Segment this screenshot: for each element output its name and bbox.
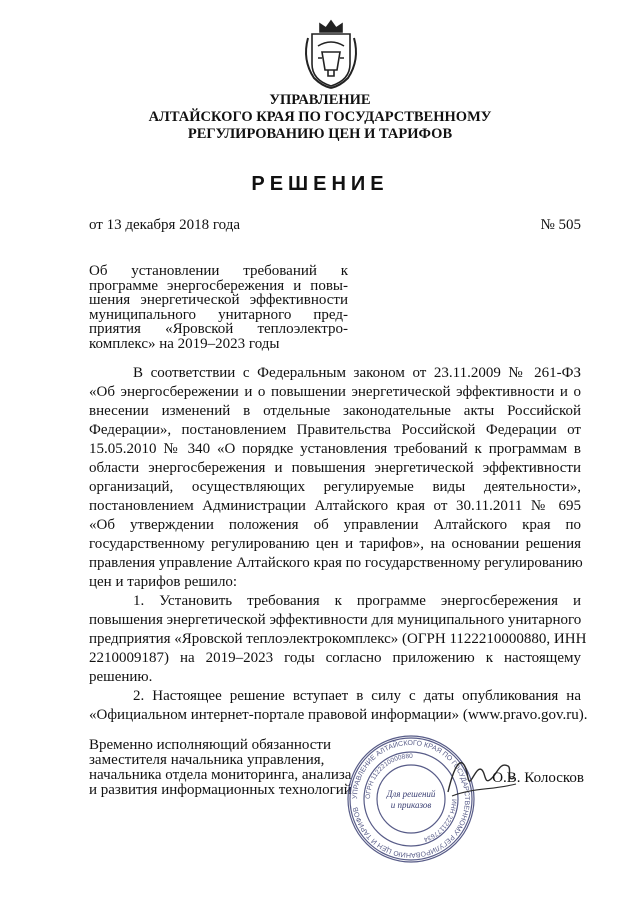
subject-line: муниципального унитарного пред- — [89, 306, 348, 323]
body-line: области энергосбережения и повышения энергетической эффективности — [89, 460, 581, 476]
body-line: 15.05.2010 № 340 «О порядке установления требований к программам в — [89, 441, 581, 457]
organization-header — [0, 92, 640, 143]
body-line: «Об энергосбережении и о повышении энергетической эффективности и о — [89, 384, 581, 400]
coat-of-arms-emblem — [300, 18, 362, 90]
body-line: 2210009187) на 2019–2023 годы согласно приложению к настоящему — [89, 650, 581, 666]
body-line: «Об утверждении положения об управлении Алтайского края по — [89, 517, 581, 533]
stamp-inn: ИНН 2221177634 — [422, 798, 458, 843]
body-line: В соответствии с Федеральным законом от 23.11.2009 № 261-ФЗ — [133, 365, 581, 381]
document-date: от 13 декабря 2018 года — [89, 217, 241, 233]
organization-line: РЕГУЛИРОВАНИЮ ЦЕН И ТАРИФОВ — [187, 126, 453, 142]
document-body — [89, 364, 588, 725]
body-line: организаций, осуществляющих регулируемые виды деятельности», — [89, 479, 581, 495]
body-line: правления управление Алтайского края по государственному регулированию — [89, 555, 583, 571]
document-number: № 505 — [540, 217, 581, 233]
body-line: «Официальном интернет-портале правовой информации» (www.pravo.gov.ru). — [89, 707, 588, 723]
body-line: Федерации», постановлением Правительства Российской Федерации от — [89, 422, 581, 438]
body-line: решению. — [89, 669, 153, 685]
stamp-ring-text: УПРАВЛЕНИЕ АЛТАЙСКОГО КРАЯ ПО ГОСУДАРСТВЕННОМУ РЕГУЛИРОВАНИЮ ЦЕН И ТАРИФОВ — [351, 739, 471, 859]
position-line: и развития информационных технологий — [89, 782, 352, 798]
subject-line: шения энергетической эффективности — [89, 292, 348, 309]
body-line: цен и тарифов решило: — [89, 574, 238, 590]
body-line: 2. Настоящее решение вступает в силу с даты опубликования на — [133, 688, 581, 704]
subject-line: программе энергосбережения и повы- — [89, 277, 348, 294]
signer-name: О.В. Колосков — [492, 770, 584, 786]
body-line: предприятия «Яровской теплоэлектрокомплекс» (ОГРН 1122210000880, ИНН — [89, 631, 587, 647]
organization-line: УПРАВЛЕНИЕ — [269, 92, 371, 108]
subject-line: приятия «Яровской теплоэлектро- — [89, 321, 348, 338]
subject-line: Об установлении требований к — [89, 263, 348, 279]
position-line: Временно исполняющий обязанности — [89, 737, 332, 753]
signatory-position — [89, 738, 352, 798]
stamp-center-line: Для решений — [386, 789, 436, 799]
body-line: повышения энергетической эффективности для муниципального унитарного — [89, 612, 582, 628]
stamp-center-line: и приказов — [390, 800, 432, 810]
document-type-title: РЕШЕНИЕ — [251, 173, 389, 195]
body-line: внесении изменений в отдельные законодательные акты Российской — [89, 403, 581, 419]
document-subject — [89, 264, 348, 352]
body-line: государственному регулированию цен и тарифов», на основании решения — [89, 536, 581, 552]
stamp-ogrn: ОГРН 1122210000880 — [364, 752, 413, 800]
body-line: постановлением Администрации Алтайского края от 30.11.2011 № 695 — [89, 498, 581, 514]
position-line: начальника отдела мониторинга, анализа — [89, 767, 352, 783]
position-line: заместителя начальника управления, — [89, 752, 325, 768]
body-line: 1. Установить требования к программе энергосбережения и — [133, 593, 581, 609]
subject-line: комплекс» на 2019–2023 годы — [89, 335, 280, 352]
organization-line: АЛТАЙСКОГО КРАЯ ПО ГОСУДАРСТВЕННОМУ — [148, 109, 492, 125]
